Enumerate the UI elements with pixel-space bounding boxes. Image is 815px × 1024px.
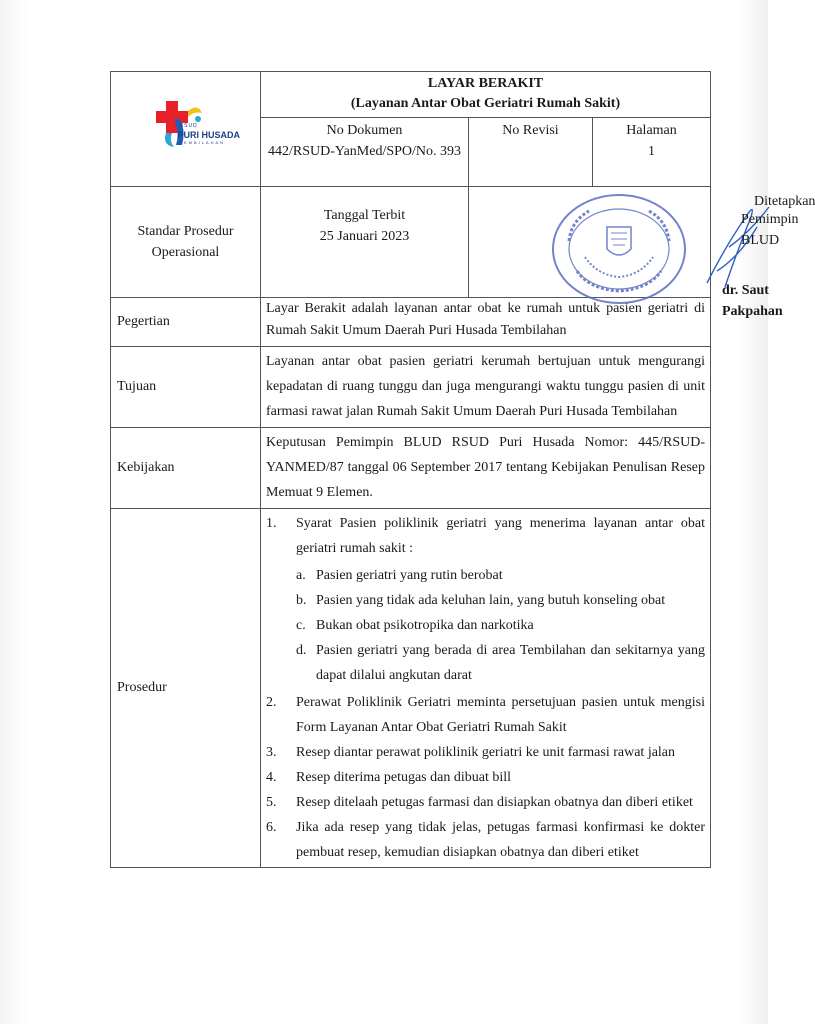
spo-label: Standar Prosedur Operasional (137, 223, 234, 260)
sub-item-letter: a. (296, 567, 306, 583)
logo-name: PURI HUSADA (177, 129, 241, 140)
step-text: Jika ada resep yang tidak jelas, petugas farmasi konfirmasi ke dokter pembuat resep, kemudian disiapkan obatnya dan diberi etiket (296, 819, 705, 860)
pengertian-text: Layar Berakit adalah layanan antar obat ke rumah untuk pasien geriatri di Rumah Sakit Umum Daerah Puri Husada Tembilahan (261, 297, 711, 346)
no-revisi-label: No Revisi (502, 122, 559, 138)
no-dokumen-value: 442/RSUD-YanMed/SPO/No. 393 (267, 143, 462, 159)
ditetapkan-label: Ditetapkan (754, 193, 815, 209)
sub-item (296, 563, 705, 588)
sub-item-letter: d. (296, 642, 307, 658)
step-number: 2. (266, 694, 277, 710)
step-text: Syarat Pasien poliklinik geriatri yang menerima layanan antar obat geriatri rumah sakit : (296, 515, 705, 556)
document-title: LAYAR BERAKIT (427, 76, 544, 91)
no-dokumen-cell (261, 117, 469, 186)
step-text: Resep diterima petugas dan dibuat bill (296, 769, 512, 785)
prosedur-step (266, 790, 705, 815)
logo-top-text: RSUD (179, 122, 198, 129)
pengertian-label: Pegertian (111, 297, 261, 346)
sub-item (296, 588, 705, 613)
sub-item-text: Pasien geriatri yang berada di area Tembilahan dan sekitarnya yang dapat dilalui angkutan darat (316, 642, 705, 683)
prosedur-row (111, 508, 711, 867)
step-text: Perawat Poliklinik Geriatri meminta persetujuan pasien untuk mengisi Form Layanan Antar Obat Geriatri Rumah Sakit (296, 694, 705, 735)
rsud-logo (136, 89, 241, 169)
signer-name: dr. Saut Pakpahan (722, 282, 783, 319)
tanggal-value: 25 Januari 2023 (319, 228, 410, 244)
step-number: 1. (266, 515, 277, 531)
requirement-sublist (296, 563, 705, 688)
sub-item-letter: c. (296, 617, 306, 633)
logo-city-text: TEMBILAHAN (179, 139, 226, 145)
sub-item-text: Bukan obat psikotropika dan narkotika (316, 617, 534, 633)
sub-item (296, 613, 705, 638)
sub-item-text: Pasien yang tidak ada keluhan lain, yang butuh konseling obat (316, 592, 666, 608)
kebijakan-text: Keputusan Pemimpin BLUD RSUD Puri Husada Nomor: 445/RSUD-YANMED/87 tanggal 06 September 2017 tentang Kebijakan Penulisan Resep Memuat 9 Elemen. (261, 427, 711, 508)
logo-cell (111, 72, 261, 187)
pemimpin-label: Pemimpin BLUD (741, 211, 799, 248)
kebijakan-label: Kebijakan (111, 427, 261, 508)
prosedur-step (266, 815, 705, 865)
halaman-value: 1 (648, 143, 655, 159)
title-cell (261, 72, 711, 118)
prosedur-cell (261, 508, 711, 867)
prosedur-step (266, 511, 705, 688)
sub-item-letter: b. (296, 592, 307, 608)
no-dokumen-label: No Dokumen (326, 122, 403, 138)
prosedur-label: Prosedur (111, 508, 261, 867)
tujuan-text: Layanan antar obat pasien geriatri kerumah bertujuan untuk mengurangi kepadatan di ruang tunggu dan juga mengurangi waktu tunggu pasien di unit farmasi rawat jalan Rumah Sakit Umum Daerah Puri Husada Tembilahan (261, 346, 711, 427)
step-text: Resep diantar perawat poliklinik geriatri ke unit farmasi rawat jalan (296, 744, 676, 760)
step-number: 6. (266, 819, 277, 835)
prosedur-list (266, 511, 705, 865)
tanggal-label: Tanggal Terbit (323, 207, 406, 223)
prosedur-step (266, 740, 705, 765)
signature-cell (469, 186, 815, 319)
prosedur-step (266, 690, 705, 740)
sub-item-text: Pasien geriatri yang rutin berobat (316, 567, 503, 583)
no-revisi-cell (469, 117, 593, 186)
step-number: 5. (266, 794, 277, 810)
halaman-cell (593, 117, 711, 186)
document-subtitle: (Layanan Antar Obat Geriatri Rumah Sakit) (350, 96, 621, 112)
prosedur-step (266, 765, 705, 790)
halaman-label: Halaman (626, 122, 677, 138)
tanggal-cell (261, 186, 469, 297)
spo-label-cell (111, 186, 261, 297)
kebijakan-row (111, 427, 711, 508)
step-number: 3. (266, 744, 277, 760)
header-title-row (111, 72, 711, 118)
sub-item (296, 638, 705, 688)
sop-document-table (110, 71, 815, 868)
step-number: 4. (266, 769, 277, 785)
tujuan-row (111, 346, 711, 427)
tujuan-label: Tujuan (111, 346, 261, 427)
info-row (111, 186, 711, 297)
step-text: Resep ditelaah petugas farmasi dan disiapkan obatnya dan diberi etiket (296, 794, 693, 810)
